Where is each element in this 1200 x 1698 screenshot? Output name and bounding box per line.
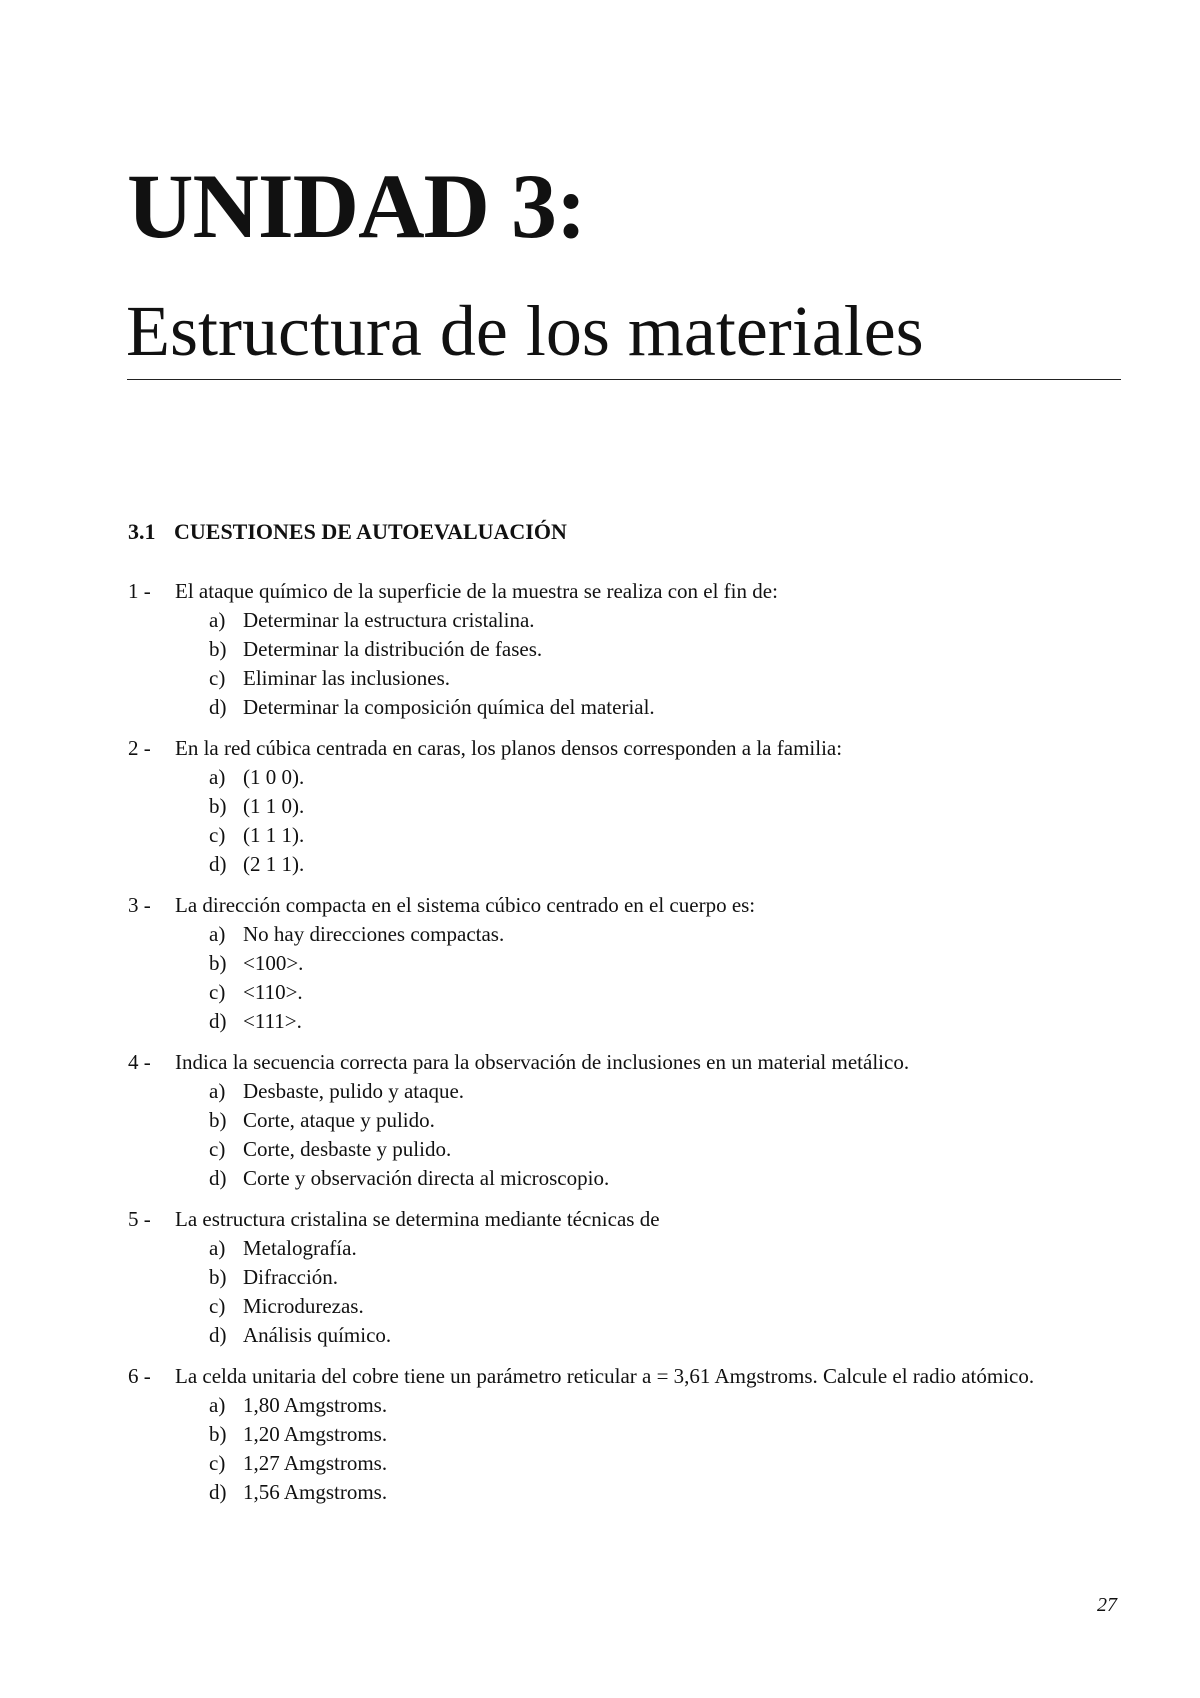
option-b	[209, 1106, 1122, 1135]
option-letter: a)	[209, 765, 226, 789]
option-text: <111>.	[243, 1009, 302, 1033]
option-b	[209, 792, 1122, 821]
unit-title: UNIDAD 3:	[127, 155, 586, 257]
option-a	[209, 920, 1122, 949]
option-letter: c)	[209, 1137, 226, 1161]
option-text: Determinar la distribución de fases.	[243, 637, 543, 661]
option-text: Microdurezas.	[243, 1294, 364, 1318]
option-c	[209, 664, 1122, 693]
option-letter: d)	[209, 695, 227, 719]
option-list	[128, 1234, 1122, 1350]
option-d	[209, 1164, 1122, 1193]
question-3	[128, 891, 1122, 1036]
option-letter: c)	[209, 1451, 226, 1475]
option-b	[209, 949, 1122, 978]
option-list	[128, 606, 1122, 722]
option-d	[209, 1478, 1122, 1507]
option-a	[209, 1077, 1122, 1106]
option-letter: c)	[209, 823, 226, 847]
option-text: 1,56 Amgstroms.	[243, 1480, 388, 1504]
option-text: <110>.	[243, 980, 303, 1004]
option-text: Corte, desbaste y pulido.	[243, 1137, 452, 1161]
question-6	[128, 1362, 1122, 1507]
option-text: Determinar la estructura cristalina.	[243, 608, 535, 632]
question-5	[128, 1205, 1122, 1350]
option-text: Análisis químico.	[243, 1323, 392, 1347]
option-letter: a)	[209, 1236, 226, 1260]
option-letter: d)	[209, 1009, 227, 1033]
question-text: En la red cúbica centrada en caras, los planos densos corresponden a la familia:	[175, 736, 843, 760]
question-text: La dirección compacta en el sistema cúbico centrado en el cuerpo es:	[175, 893, 756, 917]
question-number: 6 -	[128, 1364, 151, 1388]
option-d	[209, 693, 1122, 722]
option-letter: c)	[209, 666, 226, 690]
page-number: 27	[1097, 1594, 1117, 1616]
title-divider	[127, 379, 1121, 380]
question-4	[128, 1048, 1122, 1193]
question-number: 4 -	[128, 1050, 151, 1074]
option-c	[209, 978, 1122, 1007]
option-letter: b)	[209, 1265, 227, 1289]
option-b	[209, 1420, 1122, 1449]
option-letter: a)	[209, 922, 226, 946]
option-letter: d)	[209, 1166, 227, 1190]
option-text: 1,80 Amgstroms.	[243, 1393, 388, 1417]
option-text: Determinar la composición química del material.	[243, 695, 655, 719]
option-text: Corte, ataque y pulido.	[243, 1108, 435, 1132]
question-number: 3 -	[128, 893, 151, 917]
option-c	[209, 1449, 1122, 1478]
option-letter: c)	[209, 1294, 226, 1318]
option-d	[209, 1007, 1122, 1036]
question-number: 5 -	[128, 1207, 151, 1231]
option-a	[209, 606, 1122, 635]
option-text: 1,27 Amgstroms.	[243, 1451, 388, 1475]
question-list	[128, 577, 1122, 1519]
option-letter: a)	[209, 608, 226, 632]
option-text: 1,20 Amgstroms.	[243, 1422, 388, 1446]
question-text: La estructura cristalina se determina mediante técnicas de	[175, 1207, 660, 1231]
option-list	[128, 920, 1122, 1036]
question-text: La celda unitaria del cobre tiene un parámetro reticular a = 3,61 Amgstroms. Calcule el radio atómico.	[175, 1364, 1035, 1388]
option-letter: a)	[209, 1079, 226, 1103]
option-d	[209, 850, 1122, 879]
option-letter: c)	[209, 980, 226, 1004]
option-text: (1 0 0).	[243, 765, 305, 789]
option-letter: b)	[209, 951, 227, 975]
section-heading	[128, 521, 567, 543]
option-letter: b)	[209, 794, 227, 818]
option-a	[209, 1391, 1122, 1420]
question-number: 2 -	[128, 736, 151, 760]
option-text: (1 1 0).	[243, 794, 305, 818]
option-text: (1 1 1).	[243, 823, 305, 847]
section-number: 3.1	[128, 519, 156, 544]
option-text: (2 1 1).	[243, 852, 305, 876]
section-title: CUESTIONES DE AUTOEVALUACIÓN	[174, 519, 567, 544]
option-b	[209, 1263, 1122, 1292]
option-list	[128, 1391, 1122, 1507]
option-letter: b)	[209, 1108, 227, 1132]
option-letter: a)	[209, 1393, 226, 1417]
question-2	[128, 734, 1122, 879]
option-text: No hay direcciones compactas.	[243, 922, 505, 946]
option-text: <100>.	[243, 951, 304, 975]
option-text: Difracción.	[243, 1265, 339, 1289]
chapter-title: Estructura de los materiales	[126, 291, 924, 371]
option-letter: d)	[209, 852, 227, 876]
option-a	[209, 763, 1122, 792]
option-text: Corte y observación directa al microscopio.	[243, 1166, 610, 1190]
question-text: El ataque químico de la superficie de la muestra se realiza con el fin de:	[175, 579, 778, 603]
question-number: 1 -	[128, 579, 151, 603]
option-letter: b)	[209, 1422, 227, 1446]
option-text: Metalografía.	[243, 1236, 357, 1260]
option-a	[209, 1234, 1122, 1263]
option-letter: d)	[209, 1480, 227, 1504]
option-letter: b)	[209, 637, 227, 661]
question-1	[128, 577, 1122, 722]
option-b	[209, 635, 1122, 664]
option-c	[209, 1292, 1122, 1321]
option-c	[209, 1135, 1122, 1164]
question-text: Indica la secuencia correcta para la observación de inclusiones en un material metálico.	[175, 1050, 910, 1074]
option-d	[209, 1321, 1122, 1350]
option-text: Eliminar las inclusiones.	[243, 666, 451, 690]
option-c	[209, 821, 1122, 850]
option-list	[128, 763, 1122, 879]
option-text: Desbaste, pulido y ataque.	[243, 1079, 465, 1103]
option-letter: d)	[209, 1323, 227, 1347]
option-list	[128, 1077, 1122, 1193]
